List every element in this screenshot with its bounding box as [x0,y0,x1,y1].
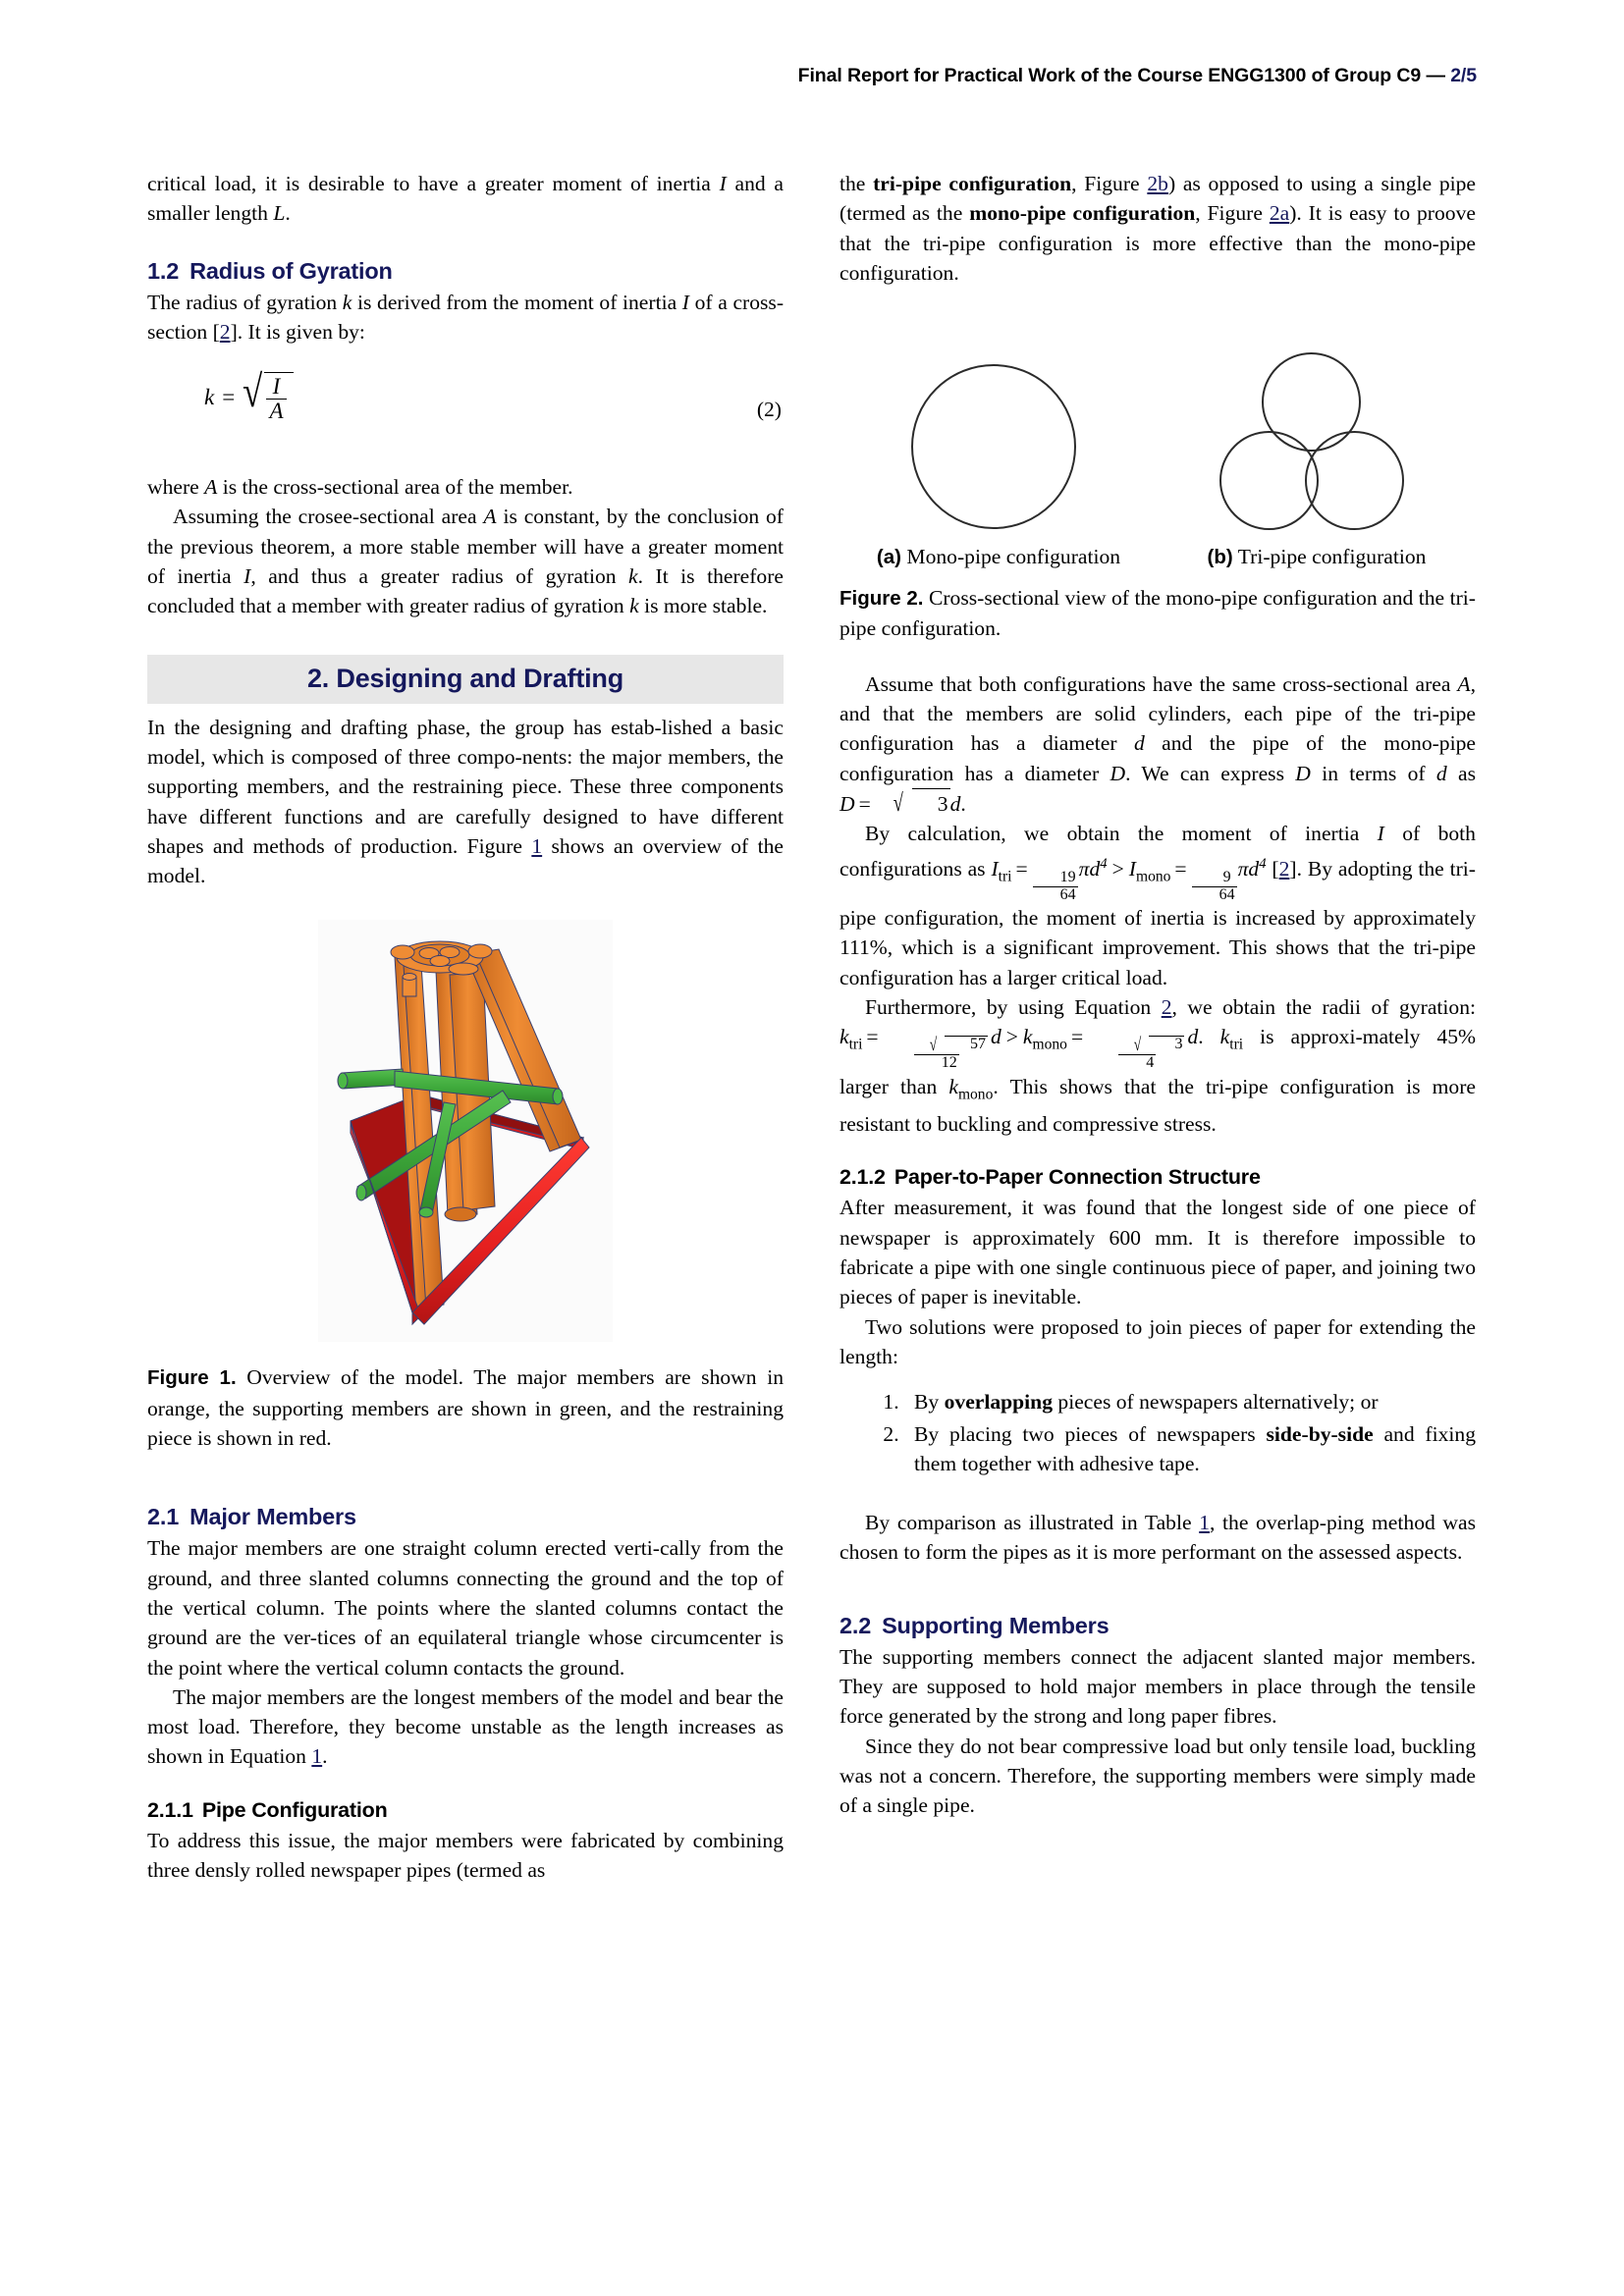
subscript-tri: tri [1229,1036,1244,1053]
math-var-D: D [1110,761,1126,785]
figure-2a-label [866,543,1131,571]
text-run: Furthermore, by using Equation [865,994,1162,1019]
sublabel-a-text: Mono-pipe configuration [900,545,1121,569]
text-run: Assuming the crosee-sectional area [173,505,484,529]
text-run: of a cross-section [ [147,290,785,344]
text-run: , and thus a greater radius of gyration [250,564,629,589]
math-var-I: I [719,172,727,195]
heading-number: 2.2 [839,1612,872,1638]
greater-than-sign: > [1111,856,1124,881]
math-var-d: d [1435,761,1447,785]
math-var-k: k [628,564,638,589]
math-var-k: k [1022,1025,1033,1049]
radical-glyph: √ [893,787,903,817]
fraction-numerator: 9 [1222,869,1231,886]
figure-1-label: Figure 1. [147,1366,237,1390]
text-run: , we obtain the radii of gyration: [1171,994,1477,1019]
radicand: 3 [912,788,950,819]
equation-2 [147,366,784,449]
greater-than-sign: > [1005,1025,1018,1049]
fraction-19-over-64 [1033,870,1078,903]
heading-text: Paper-to-Paper Connection Structure [893,1165,1261,1190]
exponent-4: 4 [1259,855,1267,872]
left-column [147,169,784,2191]
subscript-tri: tri [998,868,1012,885]
square-root-icon [243,366,293,424]
paragraph-supporting-members-a: The supporting members connect the adjacent slanted major members. They are supposed to hold major members in place through the tensile force generated by the strong and long paper fibres. [839,1644,1476,1729]
radical-glyph: √ [1133,1034,1142,1055]
heading-text: Radius of Gyration [189,257,393,284]
term-overlapping: overlapping [944,1390,1053,1415]
text-run: . [1198,1025,1220,1049]
mono-pipe-circle [911,364,1076,529]
heading-text: Supporting Members [882,1612,1110,1638]
fraction-numerator: 19 [1059,869,1076,886]
math-var-I: I [681,290,689,314]
figure-2b-label [1184,543,1449,571]
text-run: . [960,791,966,816]
inline-math-k-mono [948,1074,994,1102]
sublabel-b: (b) [1207,546,1233,569]
text-run: By calculation, we obtain the moment of inertia [865,822,1378,846]
solutions-list [839,1387,1476,1478]
figure-2-wrapper [839,323,1476,571]
figure-1-caption [147,1362,784,1453]
subscript-mono: mono [1032,1036,1067,1053]
math-var-D: D [1295,761,1311,785]
tri-pipe-circle-bottom-right [1305,431,1404,530]
figure-1-caption-text: Overview of the model. The major members are shown in orange, the supporting members are shown in green, and the restraining piece is shown in red. [147,1365,784,1451]
fraction-denominator: 12 [914,1054,959,1071]
math-var-k: k [839,1025,849,1049]
fraction-sqrt57-over-12 [884,1036,990,1072]
text-run: is the cross-sectional area of the member. [217,475,573,500]
subscript-mono: mono [1136,868,1171,885]
heading-2-1-1-pipe-configuration [147,1798,784,1823]
text-run: ). It is easy to proove that the tri-pipe configuration is more effective than the mono-pipe configuration. [839,201,1476,285]
heading-number: 2.1 [147,1504,180,1530]
text-run: as [1446,761,1476,785]
math-var-d: d [990,1025,1001,1049]
equals-sign: = [1070,1025,1084,1049]
fraction-9-over-64 [1192,870,1237,903]
math-var-k: k [1219,1025,1230,1049]
heading-2-1-2-paper-to-paper-connection-structure [839,1165,1476,1190]
paragraph-critical-load [147,169,784,229]
tri-pipe-circles [1219,352,1404,529]
figure-2-sublabels [839,543,1476,571]
radicand: 3 [1149,1036,1184,1052]
figure-2-caption [839,583,1476,644]
math-symbol-pi: π [1237,856,1249,881]
text-run: . It is therefore concluded that a member with greater radius of gyration [147,564,784,618]
figure-link-2a[interactable]: 2a [1269,201,1290,226]
text-run: where [147,475,205,500]
list-item [904,1419,1476,1479]
text-run: in terms of [1310,761,1436,785]
paragraph-designing-intro [147,713,784,891]
text-run: , and that the members are solid cylinders, each pipe of the tri-pipe configuration has a diameter [839,671,1476,756]
math-symbol-pi: π [1078,856,1090,881]
subscript-tri: tri [848,1036,863,1053]
text-run: and the pipe of the mono-pipe configuration has a diameter [839,731,1476,785]
list-item [904,1387,1476,1416]
radical-glyph: √ [243,366,263,417]
inline-math-k-tri [1219,1025,1244,1053]
equation-link-2[interactable]: 2 [1161,994,1172,1019]
radicand [264,372,293,423]
fraction-denominator: A [266,399,286,423]
math-var-d: d [1187,1025,1199,1049]
term-side-by-side: side-by-side [1266,1421,1374,1446]
math-var-D: D [839,791,855,816]
paragraph-assuming [147,502,784,620]
text-run: is constant, by the conclusion of the previous theorem, a more stable member will have a greater moment of inertia [147,505,784,589]
citation-link-2[interactable]: 2 [219,319,231,344]
math-var-I: I [244,564,251,589]
exponent-4: 4 [1100,855,1108,872]
math-var-I: I [1128,856,1136,881]
right-column [839,169,1476,2191]
two-column-body [147,169,1477,2191]
fraction-numerator: I [272,374,281,400]
text-run: By comparison as illustrated in Table [865,1511,1200,1535]
fraction-denominator: 64 [1192,886,1237,903]
term-mono-pipe-configuration: mono-pipe configuration [969,201,1196,226]
equation-number-tag: (2) [756,398,782,422]
inline-equation-moment-of-inertia [991,855,1267,903]
square-root-icon [1115,1036,1184,1054]
math-var-A: A [483,505,497,529]
sublabel-b-text: Tri-pipe configuration [1232,545,1427,569]
text-run: . We can express [1125,761,1296,785]
text-run: ) as opposed to using a single pipe (termed as the [839,172,1476,226]
equals-sign: = [1174,856,1187,881]
inline-equation-D-equals-sqrt3d [839,787,961,817]
text-run: and a smaller length [147,172,784,226]
paragraph-radii-of-gyration [839,992,1476,1140]
text-run: [ [1266,856,1279,881]
text-run: shows an overview of the model. [147,833,784,888]
paragraph-radius-of-gyration [147,288,784,347]
text-run: Assume that both configurations have the same cross-sectional area [865,671,1458,696]
text-run: ]. [1289,856,1308,881]
math-var-L: L [273,201,286,226]
paragraph-tri-pipe-intro [839,169,1476,288]
equals-sign: = [866,1025,879,1049]
figure-1-wrapper [147,920,784,1342]
figure-2-diagrams [839,323,1476,529]
text-run: . [285,201,291,226]
tri-pipe-circle-bottom-left [1219,431,1319,530]
math-var-A: A [204,475,218,500]
text-run: The radius of gyration [147,290,343,314]
heading-number: 1.2 [147,257,180,284]
equals-sign: = [858,791,871,816]
text-run: and fixing them together with adhesive tape. [914,1421,1477,1475]
fraction-denominator: 4 [1118,1054,1156,1071]
running-header [147,65,1477,87]
citation-link-2[interactable]: 2 [1278,856,1290,881]
paragraph-assume-cross-section [839,669,1476,819]
figure-link-2b[interactable]: 2b [1147,172,1168,195]
paragraph-paper-measurement: After measurement, it was found that the longest side of one piece of newspaper is approximately 600 mm. It is therefore impossible to fabricate a pipe with one single continuous piece of paper, and joining two pieces of paper is inevitable. [839,1196,1476,1309]
running-header-page: 2/5 [1450,65,1477,86]
heading-1-2-radius-of-gyration [147,258,784,285]
equation-2-body [204,366,294,424]
radical-glyph: √ [929,1034,937,1055]
text-run: By placing two pieces of newspapers [914,1421,1267,1446]
text-run: By [914,1390,945,1415]
math-var-k: k [342,290,352,314]
heading-text: Major Members [189,1504,356,1530]
math-var-k: k [629,594,639,618]
math-var-d: d [1248,856,1260,881]
fraction-numerator [884,1036,990,1054]
equation-lhs-k: k [204,385,215,410]
paragraph-major-members-b [147,1682,784,1772]
text-run: of both configurations as [839,822,1476,881]
math-var-A: A [1457,671,1471,696]
text-run: , Figure [1195,201,1270,226]
heading-section-2-designing-and-drafting: 2. Designing and Drafting [147,655,784,704]
fraction-numerator [1088,1036,1186,1054]
text-run: critical load, it is desirable to have a greater moment of inertia [147,172,720,195]
inline-equation-radii-of-gyration [839,1025,1199,1072]
text-run: The major members are the longest members of the model and bear the most load. Therefore, they become unstable as the length increases as shown in Equation [147,1684,784,1769]
sublabel-a: (a) [876,546,901,569]
fraction-I-over-A [266,375,286,423]
square-root-icon [911,1036,988,1054]
paragraph-pipe-configuration: To address this issue, the major members were fabricated by combining three densly rolled newspaper pipes (termed as [147,1828,784,1883]
heading-number: 2.1.1 [147,1797,193,1822]
heading-text: Pipe Configuration [201,1797,388,1822]
text-run: . This shows that the tri-pipe configuration is more resistant to buckling and compressive stress. [839,1074,1476,1137]
figure-1-image [318,920,613,1342]
equals-sign: = [222,385,236,410]
paragraph-where-A [147,472,784,502]
text-run: ]. It is given by: [230,319,365,344]
paragraph-two-solutions: Two solutions were proposed to join pieces of paper for extending the length: [839,1314,1476,1368]
radicand: 57 [945,1036,988,1052]
subscript-mono: mono [957,1085,994,1102]
math-var-I: I [991,856,999,881]
equals-sign: = [1015,856,1028,881]
math-var-I: I [1377,822,1384,846]
text-run: In the designing and drafting phase, the group has estab-lished a basic model, which is composed of three compo-nents: the major members, the supporting members, and the restraining piece. These three components have different functions and are carefully designed to have different shapes and methods of production. Figure [147,715,784,858]
text-run: , the overlap-ping method was chosen to form the pipes as it is more performant on the assessed aspects. [839,1511,1477,1565]
text-run: By adopting the tri-pipe configuration, the moment of inertia is increased by approximately 111%, which is a significant improvement. This shows that the tri-pipe configuration has a larger critical load. [839,856,1476,989]
heading-number: 2.1.2 [839,1165,886,1190]
paragraph-moment-of-inertia-calc [839,819,1476,992]
figure-2-label: Figure 2. [839,587,924,611]
math-var-d: d [949,791,961,816]
text-run: is approxi-mately 45% larger than [839,1025,1477,1098]
heading-2-1-major-members [147,1504,784,1530]
running-header-title: Final Report for Practical Work of the Course ENGG1300 of Group C9 — [797,65,1451,86]
figure-2-caption-text: Cross-sectional view of the mono-pipe configuration and the tri-pipe configuration. [839,586,1476,641]
heading-2-2-supporting-members [839,1613,1476,1639]
paragraph-comparison-table [839,1508,1476,1568]
math-var-d: d [1089,856,1101,881]
text-run: the [839,172,874,195]
fraction-sqrt3-over-4 [1088,1036,1186,1072]
text-run: is derived from the moment of inertia [352,290,682,314]
paragraph-supporting-members-b: Since they do not bear compressive load but only tensile load, buckling was not a concern. Therefore, the supporting members were simply made of a single pipe. [839,1734,1476,1818]
paragraph-major-members-a: The major members are one straight column erected verti-cally from the ground, and three slanted columns connecting the ground and the top of the vertical column. The points where the slanted columns contact the ground are the ver-tices of an equilateral triangle whose circumcenter is the point where the vertical column contacts the ground. [147,1536,784,1680]
square-root-icon [875,788,950,819]
math-var-k: k [948,1074,958,1098]
text-run: . [322,1744,328,1769]
text-run: pieces of newspapers alternatively; or [1053,1390,1379,1415]
text-run: , Figure [1071,172,1148,195]
text-run: is more stable. [638,594,768,618]
model-3d-svg [318,920,613,1342]
math-var-d: d [1133,731,1145,756]
equation-link-1[interactable]: 1 [311,1744,323,1769]
term-tri-pipe-configuration: tri-pipe configuration [873,172,1072,195]
figure-link-1[interactable]: 1 [531,833,543,858]
table-link-1[interactable]: 1 [1199,1511,1210,1535]
fraction-denominator: 64 [1033,886,1078,903]
